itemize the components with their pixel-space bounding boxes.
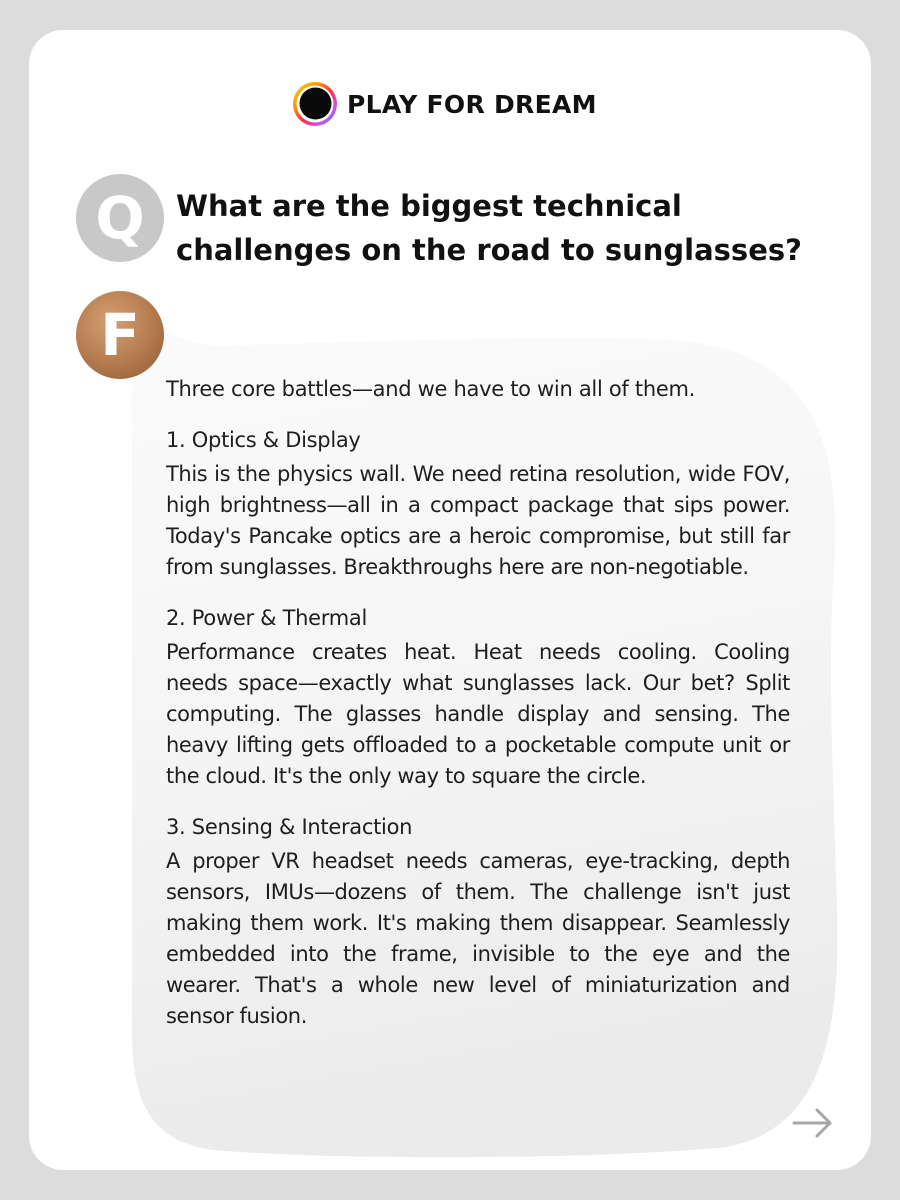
- section-body-power: Performance creates heat. Heat needs cooling. Cooling needs space—exactly what sunglasses lack. Our bet? Split computing. The glasses handle display and sensing. The heavy lifting gets offloaded to a pocketable compute unit or the cloud. It's the only way to square the circle.: [166, 640, 790, 788]
- section-heading-power: 2. Power & Thermal: [166, 606, 368, 630]
- ring-logo-icon: [291, 80, 339, 128]
- post-card: [29, 30, 871, 1170]
- question-text: What are the biggest technical challenges on the road to sunglasses?: [176, 189, 802, 267]
- section-body-optics: This is the physics wall. We need retina resolution, wide FOV, high brightness—all in a compact package that sips power. Today's Pancake optics are a heroic compromise, but still far from sunglasses. Breakthroughs here are non-negotiable.: [166, 462, 790, 579]
- section-heading-sensing: 3. Sensing & Interaction: [166, 815, 413, 839]
- answer-content: [166, 372, 790, 1032]
- arrow-right-icon[interactable]: [791, 1106, 835, 1140]
- brand-header: [291, 78, 597, 130]
- answer-badge: F: [76, 291, 164, 379]
- brand-name: PLAY FOR DREAM: [347, 89, 597, 119]
- question-badge: Q: [76, 174, 164, 262]
- section-body-sensing: A proper VR headset needs cameras, eye-tracking, depth sensors, IMUs—dozens of them. The challenge isn't just making them work. It's making them disappear. Seamlessly embedded into the frame, invisible to the eye and the wearer. That's a whole new level of miniaturization and sensor fusion.: [166, 849, 790, 1028]
- answer-intro: Three core battles—and we have to win all of them.: [166, 377, 695, 401]
- section-heading-optics: 1. Optics & Display: [166, 428, 361, 452]
